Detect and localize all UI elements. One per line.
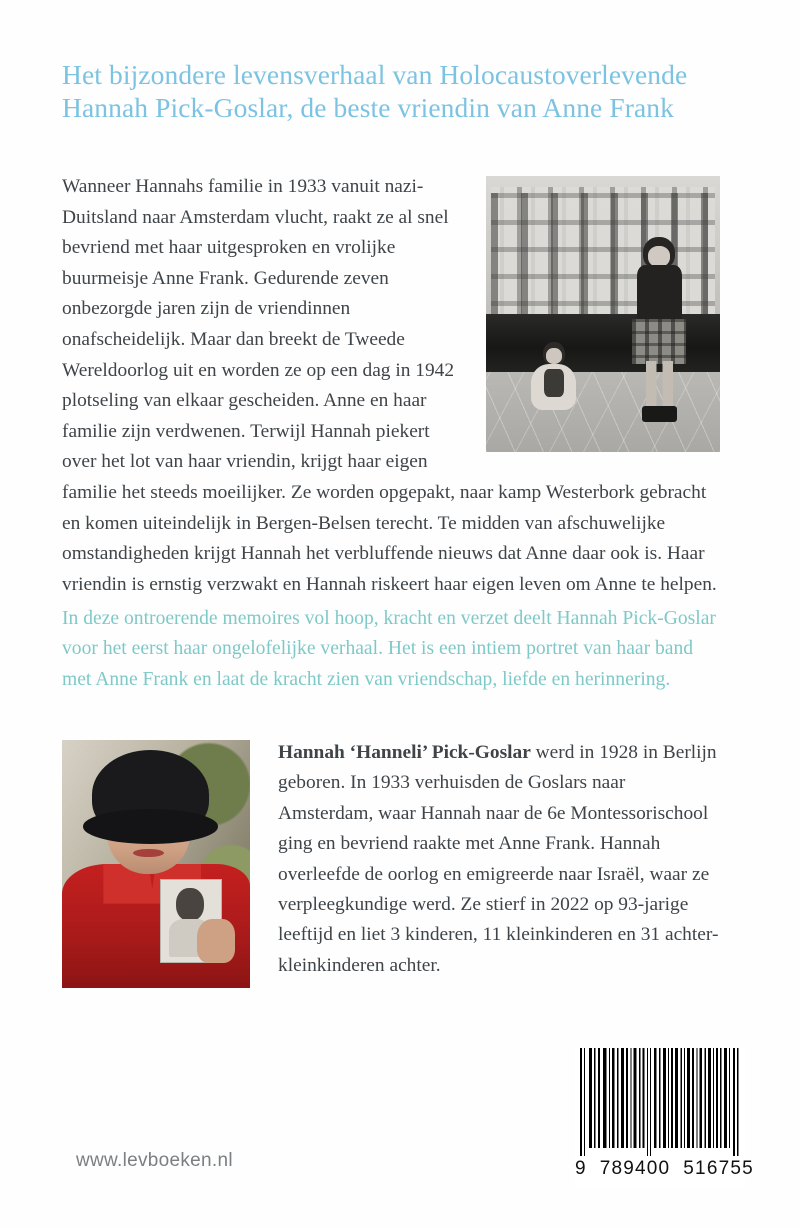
barcode-digits: 9 789400 516755 <box>575 1158 754 1179</box>
pullquote-text: In deze ontroerende memoires vol hoop, kracht en verzet deelt Hannah Pick-Goslar voor het eerst haar ongelofelijke verhaal. Het is een intiem portret van haar band met Anne Frank en laat de kracht zien van vriendschap, liefde en herinnering. <box>62 608 716 690</box>
photo-girl-standing-torso <box>637 265 682 325</box>
barcode <box>575 1048 754 1188</box>
photo-girl-standing-skirt <box>632 319 686 364</box>
synopsis-paragraph: Wanneer Hannahs familie in 1933 vanuit nazi-Duitsland naar Amsterdam vlucht, raakt ze al snel bevriend met haar uitgesproken en vrolijke buurmeisje Anne Frank. Gedurende zeven onbezorgde jaren zijn de vriendinnen onafscheidelijk. Maar dan breekt de Tweede Wereldoorlog uit en worden ze op een dag in 1942 plotseling van elkaar gescheiden. Anne en haar familie zijn verdwenen. Terwijl Hannah piekert over het lot van haar vriendin, krijgt haar eigen familie het steeds moeilijker. Ze worden opgepakt, naar kamp Westerbork gebracht en komen uiteindelijk in Bergen-Belsen terecht. Te midden van afschuwelijke omstandigheden krijgt Hannah het verbluffende nieuws dat Anne daar ook is. Haar vriendin is ernstig verzwakt en Hannah riskeert haar eigen leven om Anne te helpen. <box>62 176 717 595</box>
portrait-mouth <box>133 849 163 857</box>
photo-girl-sitting-face <box>546 348 562 364</box>
headline-line-1: Het bijzondere levensverhaal van Holocaustoverlevende <box>62 59 688 90</box>
portrait-hand <box>197 919 235 964</box>
photo-girl-standing-shoes <box>642 406 677 423</box>
held-photo-face <box>176 888 204 921</box>
author-name: Hannah ‘Hanneli’ Pick-Goslar <box>278 742 531 763</box>
barcode-bars <box>575 1048 745 1156</box>
publisher-website-url[interactable]: www.levboeken.nl <box>76 1150 233 1171</box>
author-bio-block <box>62 738 722 994</box>
photo-girl-sitting-bib <box>544 369 565 397</box>
photo-girl-standing-face <box>648 246 670 267</box>
headline-line-2: Hannah Pick-Goslar, de beste vriendin van Anne Frank <box>62 92 674 123</box>
historic-photo-two-girls <box>486 176 720 452</box>
page-title <box>62 58 752 124</box>
portrait-hat-brim <box>83 809 218 844</box>
author-portrait-hannah <box>62 740 250 988</box>
photo-girl-sitting <box>528 342 579 425</box>
synopsis-block <box>62 172 720 600</box>
photo-girl-standing-legs <box>646 361 673 410</box>
pullquote-block <box>62 604 726 695</box>
author-bio-body: werd in 1928 in Berlijn geboren. In 1933 verhuisden de Goslars naar Amsterdam, waar Hannah naar de 6e Montessorischool ging en bevriend raakte met Anne Frank. Hannah overleefde de oorlog en emigreerde naar Israël, waar ze verpleegkundige werd. Ze stierf in 2022 op 93-jarige leeftijd en liet 3 kinderen, 11 kleinkinderen en 31 achter-kleinkinderen achter. <box>278 742 719 976</box>
photo-girl-standing <box>631 237 687 425</box>
